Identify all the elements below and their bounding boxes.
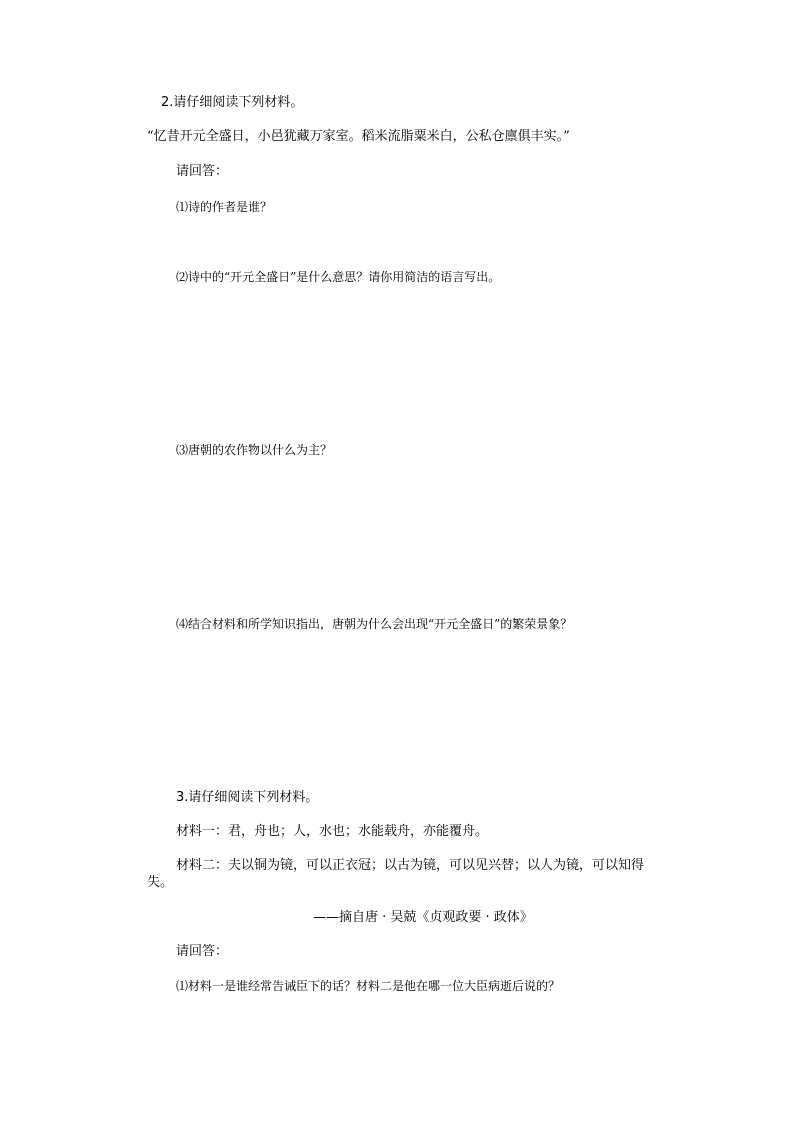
q3-source: ——摘自唐 · 吴兢《贞观政要 · 政体》 — [313, 910, 533, 925]
q3-prompt: 请回答： — [176, 944, 229, 959]
q2-sub4: ⑷结合材料和所学知识指出，唐朝为什么会出现“开元全盛日”的繁荣景象？ — [176, 617, 573, 631]
q3-material2-line1: 材料二：夫以铜为镜，可以正衣冠；以古为镜，可以见兴替；以人为镜，可以知得 — [176, 858, 645, 873]
q2-sub2: ⑵诗中的“开元全盛日”是什么意思？请你用简洁的语言写出。 — [176, 270, 501, 284]
q2-prompt: 请回答： — [176, 164, 229, 179]
q2-sub3: ⑶唐朝的农作物以什么为主？ — [176, 443, 333, 457]
q2-title: 2.请仔细阅读下列材料。 — [161, 95, 304, 110]
q2-quote: “忆昔开元全盛日，小邑犹藏万家室。稻米流脂粟米白，公私仓廪俱丰实。” — [147, 129, 570, 144]
q3-material1: 材料一：君，舟也；人，水也；水能载舟，亦能覆舟。 — [176, 824, 489, 839]
q3-material2-line2: 失。 — [147, 875, 174, 890]
q3-title: 3.请仔细阅读下列材料。 — [176, 790, 319, 805]
q3-sub1: ⑴材料一是谁经常告诫臣下的话？材料二是他在哪一位大臣病逝后说的？ — [176, 979, 561, 993]
q2-sub1: ⑴诗的作者是谁？ — [176, 200, 273, 214]
